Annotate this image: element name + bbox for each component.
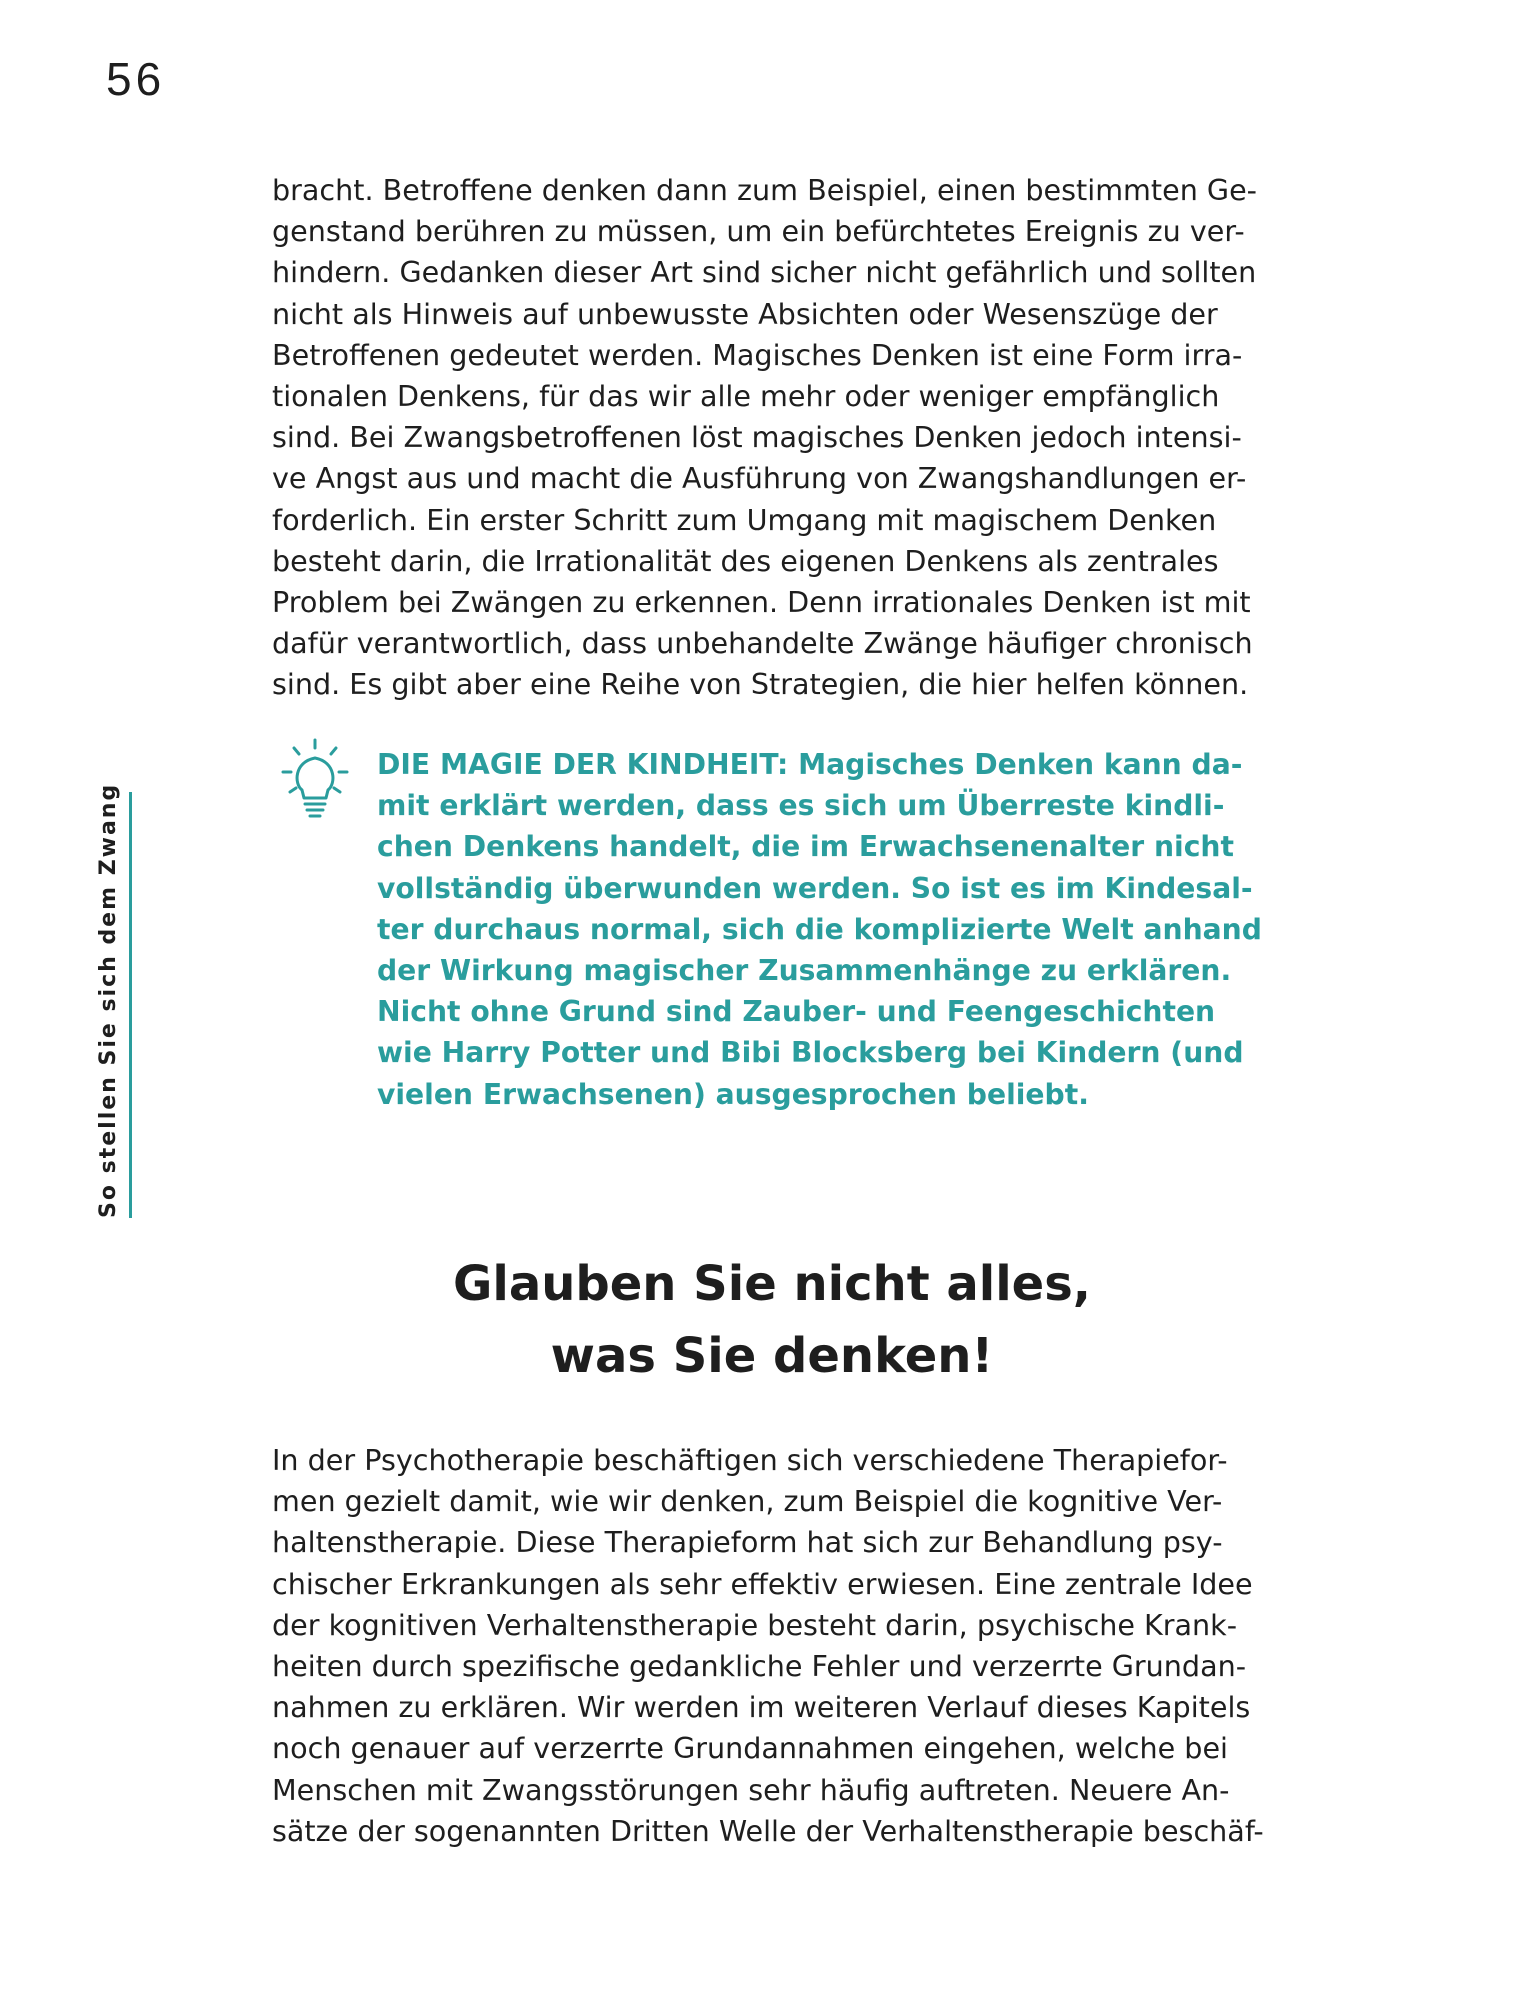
text-line: tionalen Denkens, für das wir alle mehr oder weniger empfänglich: [272, 379, 1220, 414]
page-number: 56: [106, 53, 166, 105]
body-paragraph-1: [272, 170, 1272, 706]
text-line: hindern. Gedanken dieser Art sind sicher nicht gefährlich und sollten: [272, 255, 1257, 290]
tip-box-text: [377, 744, 1277, 1115]
tip-line: wie Harry Potter und Bibi Blocksberg bei Kindern (und: [377, 1036, 1244, 1070]
body-paragraph-2: [272, 1440, 1272, 1852]
heading-line: was Sie denken!: [550, 1328, 994, 1384]
tip-line: vielen Erwachsenen) ausgesprochen beliebt.: [377, 1077, 1089, 1111]
tip-line: Nicht ohne Grund sind Zauber- und Feengeschichten: [377, 995, 1216, 1029]
tip-line: ter durchaus normal, sich die komplizierte Welt anhand: [377, 912, 1262, 946]
text-line: nicht als Hinweis auf unbewusste Absichten oder Wesenszüge der: [272, 296, 1218, 331]
tip-line: DIE MAGIE DER KINDHEIT: Magisches Denken kann da-: [377, 748, 1243, 781]
tip-line: chen Denkens handelt, die im Erwachsenenalter nicht: [377, 830, 1234, 864]
text-line: ve Angst aus und macht die Ausführung von Zwangshandlungen er-: [272, 461, 1247, 496]
text-line: besteht darin, die Irrationalität des eigenen Denkens als zentrales: [272, 543, 1219, 578]
tip-line: vollständig überwunden werden. So ist es im Kindesal-: [377, 871, 1253, 905]
text-line: noch genauer auf verzerrte Grundannahmen eingehen, welche bei: [272, 1731, 1228, 1766]
text-line: sind. Es gibt aber eine Reihe von Strategien, die hier helfen können.: [272, 667, 1249, 702]
section-heading: [272, 1248, 1272, 1392]
text-line: forderlich. Ein erster Schritt zum Umgang mit magischem Denken: [272, 502, 1217, 537]
text-line: dafür verantwortlich, dass unbehandelte Zwänge häufiger chronisch: [272, 626, 1253, 661]
text-line: sind. Bei Zwangsbetroffenen löst magisches Denken jedoch intensi-: [272, 420, 1242, 455]
text-line: bracht. Betroffene denken dann zum Beispiel, einen bestimmten Ge-: [272, 173, 1257, 207]
text-line: haltenstherapie. Diese Therapieform hat sich zur Behandlung psy-: [272, 1525, 1223, 1560]
tip-line: mit erklärt werden, dass es sich um Überreste kindli-: [377, 789, 1225, 823]
text-line: men gezielt damit, wie wir denken, zum Beispiel die kognitive Ver-: [272, 1484, 1223, 1519]
text-line: Problem bei Zwängen zu erkennen. Denn irrationales Denken ist mit: [272, 585, 1251, 620]
running-section-label: So stellen Sie sich dem Zwang: [96, 792, 132, 1218]
text-line: nahmen zu erklären. Wir werden im weiteren Verlauf dieses Kapitels: [272, 1690, 1251, 1725]
text-line: chischer Erkrankungen als sehr effektiv erwiesen. Eine zentrale Idee: [272, 1566, 1253, 1601]
heading-line: Glauben Sie nicht alles,: [452, 1256, 1092, 1312]
lightbulb-icon: [280, 738, 350, 820]
tip-line: der Wirkung magischer Zusammenhänge zu erklären.: [377, 954, 1232, 988]
text-line: In der Psychotherapie beschäftigen sich verschiedene Therapiefor-: [272, 1443, 1228, 1477]
text-line: Menschen mit Zwangsstörungen sehr häufig auftreten. Neuere An-: [272, 1772, 1230, 1807]
text-line: der kognitiven Verhaltenstherapie besteht darin, psychische Krank-: [272, 1607, 1238, 1642]
text-line: sätze der sogenannten Dritten Welle der Verhaltenstherapie beschäf-: [272, 1813, 1264, 1848]
text-line: Betroffenen gedeutet werden. Magisches Denken ist eine Form irra-: [272, 337, 1243, 372]
text-line: genstand berühren zu müssen, um ein befürchtetes Ereignis zu ver-: [272, 214, 1245, 249]
text-line: heiten durch spezifische gedankliche Fehler und verzerrte Grundan-: [272, 1649, 1247, 1684]
